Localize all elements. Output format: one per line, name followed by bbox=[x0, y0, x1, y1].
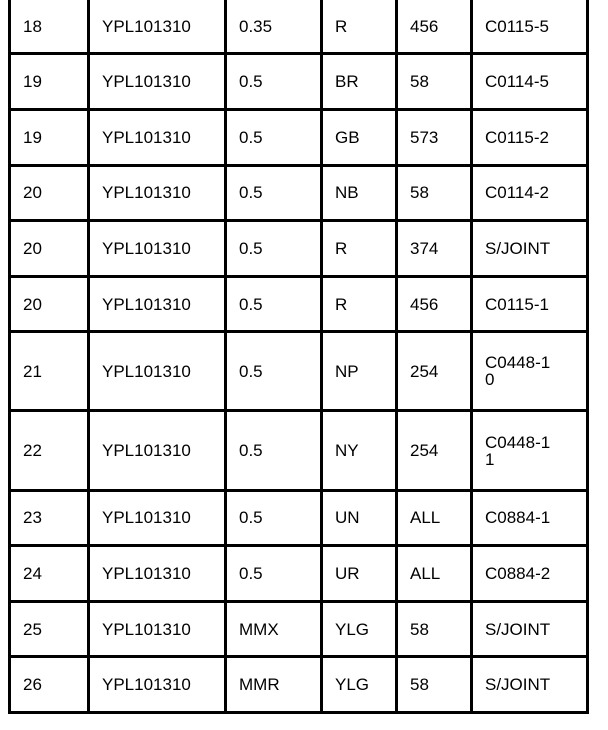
size-cell: 0.5 bbox=[226, 110, 322, 166]
color-cell: UN bbox=[322, 490, 397, 546]
item-number-cell: 21 bbox=[10, 332, 89, 411]
part-number-cell: YPL101310 bbox=[89, 276, 226, 332]
color-cell: YLG bbox=[322, 601, 397, 657]
item-number-cell: 23 bbox=[10, 490, 89, 546]
quantity-cell: 456 bbox=[397, 0, 472, 54]
part-number-cell: YPL101310 bbox=[89, 0, 226, 54]
color-cell: NY bbox=[322, 411, 397, 490]
quantity-cell: 573 bbox=[397, 110, 472, 166]
table-row bbox=[10, 657, 588, 713]
size-cell: 0.5 bbox=[226, 490, 322, 546]
item-number-cell: 25 bbox=[10, 601, 89, 657]
part-number-cell: YPL101310 bbox=[89, 165, 226, 221]
parts-table bbox=[8, 0, 589, 714]
item-number-cell: 20 bbox=[10, 165, 89, 221]
quantity-cell: 58 bbox=[397, 601, 472, 657]
quantity-cell: 254 bbox=[397, 332, 472, 411]
size-cell: 0.5 bbox=[226, 411, 322, 490]
item-number-cell: 19 bbox=[10, 110, 89, 166]
table-row bbox=[10, 276, 588, 332]
table-row bbox=[10, 332, 588, 411]
circuit-cell bbox=[472, 54, 588, 110]
circuit-cell bbox=[472, 601, 588, 657]
table-row bbox=[10, 601, 588, 657]
part-number-cell: YPL101310 bbox=[89, 657, 226, 713]
color-cell: GB bbox=[322, 110, 397, 166]
part-number-cell: YPL101310 bbox=[89, 490, 226, 546]
color-cell: UR bbox=[322, 546, 397, 602]
table-row bbox=[10, 165, 588, 221]
color-cell: NB bbox=[322, 165, 397, 221]
circuit-cell bbox=[472, 411, 588, 490]
item-number-cell: 20 bbox=[10, 221, 89, 277]
circuit-cell bbox=[472, 490, 588, 546]
circuit-text: C0115-1 bbox=[485, 294, 549, 314]
part-number-cell: YPL101310 bbox=[89, 54, 226, 110]
part-number-cell: YPL101310 bbox=[89, 110, 226, 166]
table-row bbox=[10, 110, 588, 166]
circuit-cell bbox=[472, 546, 588, 602]
table-row bbox=[10, 490, 588, 546]
circuit-text: C0115-2 bbox=[485, 127, 549, 147]
size-cell: 0.5 bbox=[226, 165, 322, 221]
size-cell: 0.5 bbox=[226, 276, 322, 332]
item-number-cell: 22 bbox=[10, 411, 89, 490]
color-cell: BR bbox=[322, 54, 397, 110]
quantity-cell: ALL bbox=[397, 546, 472, 602]
quantity-cell: 58 bbox=[397, 657, 472, 713]
circuit-cell bbox=[472, 165, 588, 221]
table-row bbox=[10, 411, 588, 490]
part-number-cell: YPL101310 bbox=[89, 411, 226, 490]
quantity-cell: 456 bbox=[397, 276, 472, 332]
color-cell: NP bbox=[322, 332, 397, 411]
table-row bbox=[10, 0, 588, 54]
circuit-text: S/JOINT bbox=[485, 239, 551, 258]
size-cell: MMX bbox=[226, 601, 322, 657]
circuit-cell bbox=[472, 110, 588, 166]
quantity-cell: ALL bbox=[397, 490, 472, 546]
part-number-cell: YPL101310 bbox=[89, 332, 226, 411]
color-cell: R bbox=[322, 221, 397, 277]
circuit-text: S/JOINT bbox=[485, 619, 551, 639]
size-cell: 0.5 bbox=[226, 546, 322, 602]
circuit-text: C0114-5 bbox=[485, 72, 549, 92]
color-cell: R bbox=[322, 0, 397, 54]
table-row bbox=[10, 221, 588, 277]
quantity-cell: 374 bbox=[397, 221, 472, 277]
color-cell: YLG bbox=[322, 657, 397, 713]
circuit-cell bbox=[472, 332, 588, 411]
part-number-cell: YPL101310 bbox=[89, 221, 226, 277]
quantity-cell: 58 bbox=[397, 54, 472, 110]
size-cell: MMR bbox=[226, 657, 322, 713]
circuit-text: C0884-1 bbox=[485, 508, 551, 528]
size-cell: 0.35 bbox=[226, 0, 322, 54]
table-body bbox=[10, 0, 588, 713]
circuit-text: C0114-2 bbox=[485, 183, 549, 203]
item-number-cell: 19 bbox=[10, 54, 89, 110]
color-cell: R bbox=[322, 276, 397, 332]
circuit-text: C0884-2 bbox=[485, 563, 551, 583]
item-number-cell: 20 bbox=[10, 276, 89, 332]
circuit-text: C0115-5 bbox=[485, 16, 549, 36]
size-cell: 0.5 bbox=[226, 221, 322, 277]
table-row bbox=[10, 54, 588, 110]
circuit-cell bbox=[472, 221, 588, 277]
circuit-cell bbox=[472, 276, 588, 332]
table-row bbox=[10, 546, 588, 602]
part-number-cell: YPL101310 bbox=[89, 546, 226, 602]
size-cell: 0.5 bbox=[226, 332, 322, 411]
circuit-cell bbox=[472, 0, 588, 54]
item-number-cell: 24 bbox=[10, 546, 89, 602]
circuit-cell bbox=[472, 657, 588, 713]
size-cell: 0.5 bbox=[226, 54, 322, 110]
circuit-text: C0448-11 bbox=[485, 432, 551, 469]
circuit-text: C0448-10 bbox=[485, 353, 551, 390]
item-number-cell: 26 bbox=[10, 657, 89, 713]
part-number-cell: YPL101310 bbox=[89, 601, 226, 657]
quantity-cell: 254 bbox=[397, 411, 472, 490]
circuit-text: S/JOINT bbox=[485, 675, 551, 695]
item-number-cell: 18 bbox=[10, 0, 89, 54]
quantity-cell: 58 bbox=[397, 165, 472, 221]
